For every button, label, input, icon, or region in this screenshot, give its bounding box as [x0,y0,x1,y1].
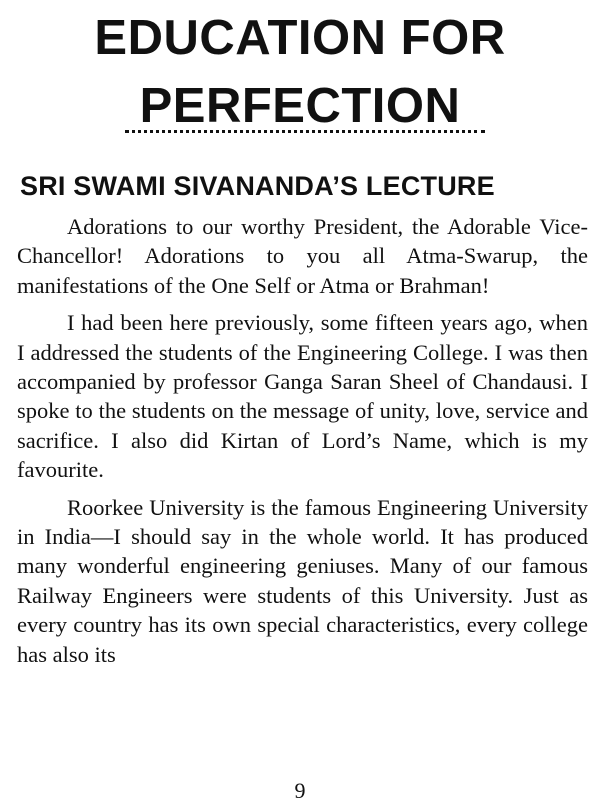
page-title-line-2: PERFECTION [139,79,461,133]
page-title-line-1: EDUCATION FOR [94,11,506,65]
page-number: 9 [294,778,306,803]
section-heading: SRI SWAMI SIVANANDA’S LECTURE [20,171,495,201]
paragraph: Roorkee University is the famous Engineering University in India—I should say in the whole world. It has produced many wonderful engineering geniuses. Many of our famous Railway Engineers were students of this University. Just as every country has its own special characteristics, every college has also its [17,494,588,667]
dotted-divider [125,130,485,133]
paragraph: I had been here previously, some fifteen years ago, when I addressed the students of the Engineering College. I was then accompanied by professor Ganga Saran Sheel of Chandausi. I spoke to the students on the message of unity, love, service and sacrifice. I also did Kirtan of Lord’s Name, which is my favourite. [17,310,588,483]
paragraph: Adorations to our worthy President, the Adorable Vice-Chancellor! Adorations to you all Atma-Swarup, the manifestations of the One Self or Atma or Brahman! [17,214,588,298]
body-text [17,212,588,677]
